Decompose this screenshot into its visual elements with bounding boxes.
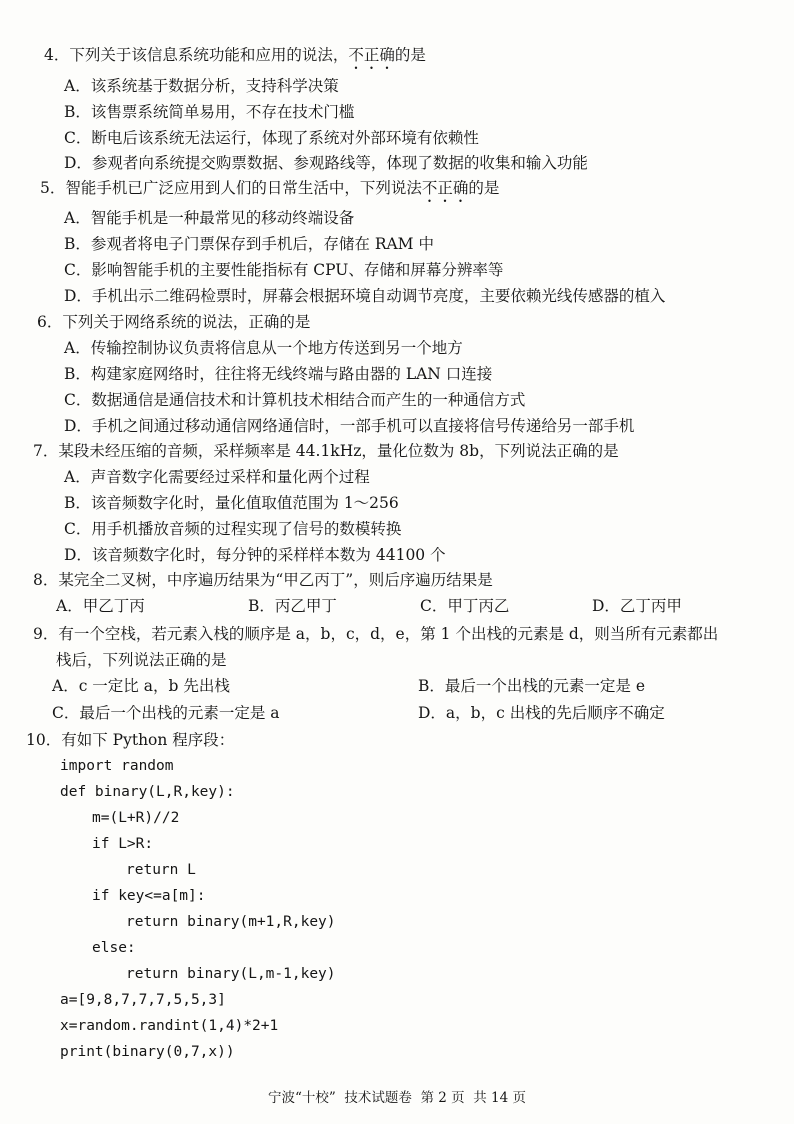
question-7-option-b: B．该音频数字化时，量化值取值范围为 1～256 bbox=[64, 494, 399, 512]
code-line-11: x=random.randint(1,4)*2+1 bbox=[60, 1018, 279, 1034]
question-7-stem: 7．某段未经压缩的音频，采样频率是 44.1kHz，量化位数为 8b，下列说法正确的是 bbox=[33, 442, 619, 460]
code-line-3: m=(L+R)//2 bbox=[92, 810, 180, 826]
question-4-option-d: D．参观者向系统提交购票数据、参观路线等，体现了数据的收集和输入功能 bbox=[64, 154, 588, 172]
code-line-7: return binary(m+1,R,key) bbox=[126, 914, 336, 930]
code-line-4: if L>R: bbox=[92, 836, 154, 852]
page-footer: 宁波“十校” 技术试题卷 第 2 页 共 14 页 bbox=[268, 1090, 526, 1106]
question-4-option-a: A．该系统基于数据分析，支持科学决策 bbox=[64, 77, 339, 95]
question-4-stem-text: 4．下列关于该信息系统功能和应用的说法， bbox=[44, 46, 349, 64]
code-line-2: def binary(L,R,key): bbox=[60, 784, 235, 800]
question-5-stem bbox=[40, 178, 499, 206]
question-5-emphasis: 不正确 bbox=[421, 179, 469, 197]
question-8-option-d: D．乙丁丙甲 bbox=[592, 597, 682, 615]
question-6-option-a: A．传输控制协议负责将信息从一个地方传送到另一个地方 bbox=[64, 339, 463, 357]
question-5-option-b: B．参观者将电子门票保存到手机后，存储在 RAM 中 bbox=[64, 235, 434, 253]
question-4-stem bbox=[44, 45, 426, 73]
question-9-stem-line-2: 栈后，下列说法正确的是 bbox=[56, 651, 227, 669]
question-7-option-d: D．该音频数字化时，每分钟的采样样本数为 44100 个 bbox=[64, 546, 446, 564]
code-line-10: a=[9,8,7,7,7,5,5,3] bbox=[60, 992, 226, 1008]
code-line-5: return L bbox=[126, 862, 196, 878]
question-6-option-d: D．手机之间通过移动通信网络通信时，一部手机可以直接将信号传递给另一部手机 bbox=[64, 417, 635, 435]
question-7-option-a: A．声音数字化需要经过采样和量化两个过程 bbox=[64, 468, 370, 486]
question-8-option-b: B．丙乙甲丁 bbox=[248, 597, 337, 615]
question-6-option-b: B．构建家庭网络时，往往将无线终端与路由器的 LAN 口连接 bbox=[64, 365, 493, 383]
question-8-option-c: C．甲丁丙乙 bbox=[420, 597, 510, 615]
question-5-option-a: A．智能手机是一种最常见的移动终端设备 bbox=[64, 209, 355, 227]
question-5-option-c: C．影响智能手机的主要性能指标有 CPU、存储和屏幕分辨率等 bbox=[64, 261, 504, 279]
question-7-option-c: C．用手机播放音频的过程实现了信号的数模转换 bbox=[64, 520, 402, 538]
question-4-option-c: C．断电后该系统无法运行，体现了系统对外部环境有依赖性 bbox=[64, 129, 479, 147]
question-8-option-a: A．甲乙丁丙 bbox=[56, 597, 145, 615]
question-5-stem-end: 的是 bbox=[468, 179, 500, 197]
code-line-1: import random bbox=[60, 758, 174, 774]
question-9-option-c: C．最后一个出栈的元素一定是 a bbox=[52, 704, 280, 722]
question-4-stem-end: 的是 bbox=[394, 46, 426, 64]
question-6-option-c: C．数据通信是通信技术和计算机技术相结合而产生的一种通信方式 bbox=[64, 391, 526, 409]
code-line-8: else: bbox=[92, 940, 136, 956]
question-9-option-d: D．a，b，c 出栈的先后顺序不确定 bbox=[418, 704, 665, 722]
code-line-6: if key<=a[m]: bbox=[92, 888, 206, 904]
code-line-9: return binary(L,m-1,key) bbox=[126, 966, 336, 982]
question-5-stem-text: 5．智能手机已广泛应用到人们的日常生活中，下列说法 bbox=[40, 179, 422, 197]
question-9-option-b: B．最后一个出栈的元素一定是 e bbox=[418, 677, 645, 695]
question-6-stem: 6．下列关于网络系统的说法，正确的是 bbox=[37, 313, 311, 331]
question-5-option-d: D．手机出示二维码检票时，屏幕会根据环境自动调节亮度，主要依赖光线传感器的植入 bbox=[64, 287, 666, 305]
question-4-option-b: B．该售票系统简单易用，不存在技术门槛 bbox=[64, 103, 355, 121]
question-9-stem-line-1: 9．有一个空栈，若元素入栈的顺序是 a，b，c，d，e，第 1 个出栈的元素是 d，则当所有元素都出 bbox=[33, 625, 719, 643]
question-10-stem: 10．有如下 Python 程序段： bbox=[26, 731, 235, 749]
question-9-option-a: A．c 一定比 a，b 先出栈 bbox=[52, 677, 230, 695]
question-8-stem: 8．某完全二叉树，中序遍历结果为“甲乙丙丁”，则后序遍历结果是 bbox=[33, 571, 493, 589]
question-4-emphasis: 不正确 bbox=[348, 46, 395, 64]
code-line-12: print(binary(0,7,x)) bbox=[60, 1044, 235, 1060]
